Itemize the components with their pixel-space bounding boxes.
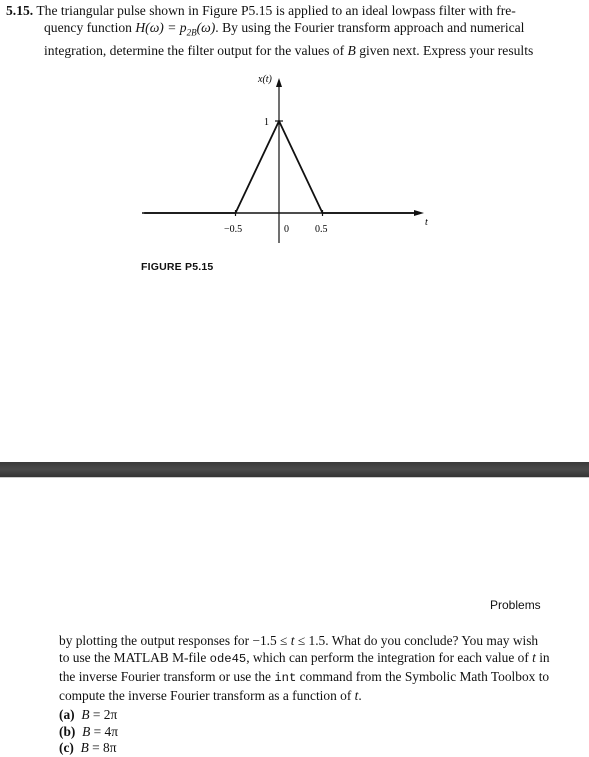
cont-text-3b: command from the Symbolic Math Toolbox to [296,669,550,684]
part-a [59,707,586,724]
code-ode45: ode45 [209,652,247,666]
cont-text-2c: in [535,650,550,665]
cont-line-2 [59,649,586,668]
cont-text-3a: the inverse Fourier transform or use the [59,669,275,684]
part-c [59,740,586,757]
x-axis-arrow [414,210,424,216]
cont-line-4 [59,687,586,704]
cont-text-1a: by plotting the output responses for −1.5 ≤ [59,633,291,648]
part-var: B [82,723,91,739]
part-var: B [80,740,89,755]
problem-continuation [59,632,586,757]
problem-number: 5.15. [6,3,34,18]
part-b [59,724,586,741]
y-axis-arrow [276,78,282,87]
problem-text-2a: quency function [44,20,136,35]
problem-text-3a: integration, determine the filter output for the values of [44,42,348,58]
cont-text-4a: compute the inverse Fourier transform as a function of [59,688,355,703]
filter-arg: (ω) [196,20,216,35]
var-t: t [290,633,295,648]
problem-text-1: The triangular pulse shown in Figure P5.15 is applied to an ideal lowpass filter with fre- [36,3,516,18]
part-label: (c) [59,740,74,755]
peak-label: 1 [264,117,269,128]
cont-text-4b: . [358,688,362,703]
figure-caption: FIGURE P5.15 [141,261,214,273]
tick-label-0.5: 0.5 [315,224,328,235]
var-b: B [347,42,356,58]
cont-line-3 [59,668,586,687]
var-t: t [354,688,359,703]
var-t: t [532,650,536,665]
x-axis-label: t [425,217,428,228]
part-value: = 4π [90,723,118,739]
part-value: = 2π [89,707,118,722]
problem-text-3b: given next. Express your results [355,42,534,58]
tick-label-0: 0 [284,224,289,235]
part-label: (b) [59,723,76,739]
cont-text-2b: , which can perform the integration for each value of [246,650,533,665]
page-divider-line [0,477,589,478]
cont-text-1b: ≤ 1.5. What do you conclude? You may wish [294,633,539,648]
running-header: Problems [490,598,541,612]
page-divider-band [0,462,589,477]
parts-list [59,707,586,757]
code-int: int [274,671,297,685]
problem-text-2b: . By using the Fourier transform approach and numerical [215,20,525,35]
filter-function: H(ω) = p [135,20,187,35]
part-var: B [81,707,90,722]
figure-p5-15 [0,0,589,300]
cont-line-1 [59,632,586,649]
cont-text-2a: to use the MATLAB M-file [59,650,210,665]
filter-subscript: 2B [186,27,197,38]
tick-label-neg-0.5: −0.5 [224,224,243,235]
part-label: (a) [59,707,75,722]
part-value: = 8π [88,740,117,755]
y-axis-label: x(t) [258,74,272,85]
